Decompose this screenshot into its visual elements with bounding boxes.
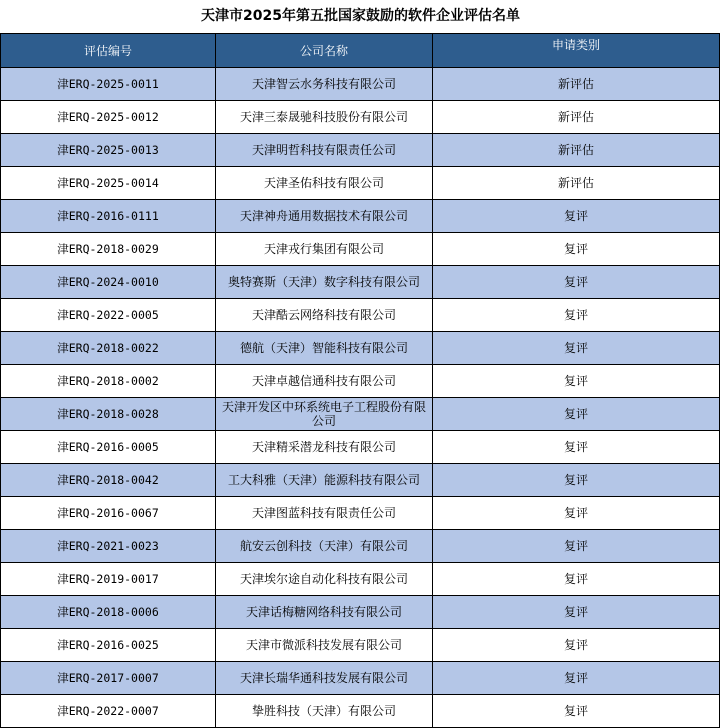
table-row — [1, 464, 720, 497]
table-row — [1, 332, 720, 365]
cell-type: 复评 — [433, 497, 720, 530]
cell-company: 工大科雅（天津）能源科技有限公司 — [216, 464, 433, 497]
cell-code: 津ERQ-2025-0013 — [1, 134, 216, 167]
table-row — [1, 662, 720, 695]
cell-code: 津ERQ-2025-0011 — [1, 68, 216, 101]
cell-code: 津ERQ-2017-0007 — [1, 662, 216, 695]
cell-type: 复评 — [433, 431, 720, 464]
cell-code: 津ERQ-2018-0042 — [1, 464, 216, 497]
cell-company: 航安云创科技（天津）有限公司 — [216, 530, 433, 563]
cell-company: 天津三泰晟驰科技股份有限公司 — [216, 101, 433, 134]
cell-company: 天津精采潜龙科技有限公司 — [216, 431, 433, 464]
table-body — [1, 68, 720, 728]
cell-type: 新评估 — [433, 101, 720, 134]
cell-type: 复评 — [433, 332, 720, 365]
cell-code: 津ERQ-2022-0005 — [1, 299, 216, 332]
header-type: 申请类别 — [433, 34, 720, 68]
cell-type: 新评估 — [433, 68, 720, 101]
cell-type: 复评 — [433, 233, 720, 266]
cell-company: 天津埃尔途自动化科技有限公司 — [216, 563, 433, 596]
table-row — [1, 596, 720, 629]
cell-code: 津ERQ-2016-0067 — [1, 497, 216, 530]
cell-code: 津ERQ-2024-0010 — [1, 266, 216, 299]
cell-company: 挚胜科技（天津）有限公司 — [216, 695, 433, 728]
cell-type: 复评 — [433, 662, 720, 695]
table-row — [1, 200, 720, 233]
cell-type: 复评 — [433, 464, 720, 497]
header-row — [1, 34, 720, 68]
cell-type: 复评 — [433, 398, 720, 431]
cell-code: 津ERQ-2019-0017 — [1, 563, 216, 596]
cell-company: 天津神舟通用数据技术有限公司 — [216, 200, 433, 233]
cell-company: 天津明哲科技有限责任公司 — [216, 134, 433, 167]
table-row — [1, 695, 720, 728]
table-row — [1, 299, 720, 332]
cell-company: 天津长瑞华通科技发展有限公司 — [216, 662, 433, 695]
cell-company: 天津话梅糖网络科技有限公司 — [216, 596, 433, 629]
cell-code: 津ERQ-2016-0005 — [1, 431, 216, 464]
cell-company: 天津智云水务科技有限公司 — [216, 68, 433, 101]
cell-code: 津ERQ-2016-0111 — [1, 200, 216, 233]
cell-code: 津ERQ-2018-0028 — [1, 398, 216, 431]
cell-type: 新评估 — [433, 167, 720, 200]
table-row — [1, 68, 720, 101]
table-row — [1, 266, 720, 299]
table-row — [1, 365, 720, 398]
cell-company: 天津卓越信通科技有限公司 — [216, 365, 433, 398]
table-row — [1, 563, 720, 596]
cell-company: 天津开发区中环系统电子工程股份有限公司 — [216, 398, 433, 431]
cell-company: 天津图蓝科技有限责任公司 — [216, 497, 433, 530]
table-row — [1, 497, 720, 530]
cell-company: 奥特赛斯（天津）数字科技有限公司 — [216, 266, 433, 299]
cell-type: 复评 — [433, 563, 720, 596]
table-header — [1, 34, 720, 68]
cell-company: 天津市微派科技发展有限公司 — [216, 629, 433, 662]
cell-code: 津ERQ-2021-0023 — [1, 530, 216, 563]
cell-code: 津ERQ-2018-0022 — [1, 332, 216, 365]
cell-type: 复评 — [433, 596, 720, 629]
cell-company: 天津戎行集团有限公司 — [216, 233, 433, 266]
cell-code: 津ERQ-2016-0025 — [1, 629, 216, 662]
cell-company: 天津圣佑科技有限公司 — [216, 167, 433, 200]
cell-code: 津ERQ-2018-0002 — [1, 365, 216, 398]
table-row — [1, 134, 720, 167]
cell-code: 津ERQ-2022-0007 — [1, 695, 216, 728]
cell-type: 复评 — [433, 629, 720, 662]
table-row — [1, 398, 720, 431]
table-row — [1, 167, 720, 200]
header-company: 公司名称 — [216, 34, 433, 68]
cell-type: 复评 — [433, 530, 720, 563]
cell-code: 津ERQ-2018-0006 — [1, 596, 216, 629]
table-row — [1, 431, 720, 464]
header-code: 评估编号 — [1, 34, 216, 68]
evaluation-table — [0, 33, 720, 728]
cell-company: 天津酷云网络科技有限公司 — [216, 299, 433, 332]
table-row — [1, 101, 720, 134]
cell-type: 复评 — [433, 365, 720, 398]
cell-code: 津ERQ-2025-0014 — [1, 167, 216, 200]
cell-type: 复评 — [433, 200, 720, 233]
cell-code: 津ERQ-2025-0012 — [1, 101, 216, 134]
table-row — [1, 530, 720, 563]
cell-type: 复评 — [433, 299, 720, 332]
table-row — [1, 629, 720, 662]
cell-company: 德航（天津）智能科技有限公司 — [216, 332, 433, 365]
cell-type: 复评 — [433, 266, 720, 299]
cell-type: 新评估 — [433, 134, 720, 167]
cell-type: 复评 — [433, 695, 720, 728]
cell-code: 津ERQ-2018-0029 — [1, 233, 216, 266]
table-row — [1, 233, 720, 266]
page-title: 天津市2025年第五批国家鼓励的软件企业评估名单 — [201, 8, 520, 24]
